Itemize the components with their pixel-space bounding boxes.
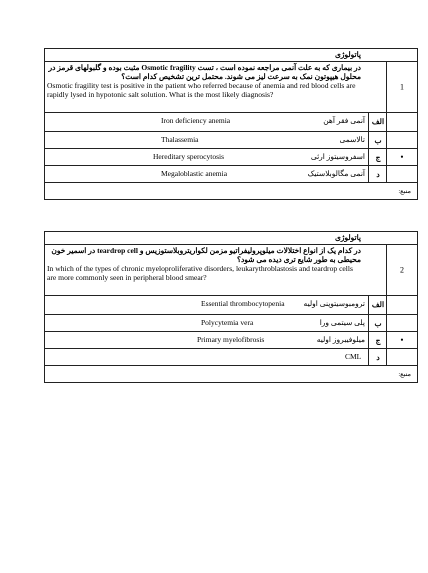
question-text-en: In which of the types of chronic myeloproliferative disorders, leukarythroblastosis and teardrop cells are more commonly seen in peripheral blood smear? bbox=[47, 264, 353, 282]
option-text-fa: آنمی مگالوبلاستیک bbox=[307, 169, 365, 178]
answer-marker bbox=[386, 113, 417, 131]
option-letter: الف bbox=[368, 296, 387, 314]
option-letter: ب bbox=[368, 132, 387, 148]
option-text-fa: آنمی فقر آهن bbox=[323, 116, 365, 125]
question-number: 2 bbox=[386, 245, 417, 295]
option-letter: الف bbox=[368, 113, 387, 131]
answer-marker: • bbox=[386, 332, 417, 348]
question-text bbox=[47, 246, 361, 282]
option-row-c[interactable] bbox=[45, 148, 417, 165]
option-text-en: Thalassemia bbox=[161, 135, 199, 144]
option-row-b[interactable] bbox=[45, 131, 417, 148]
answer-marker bbox=[386, 296, 417, 314]
option-text-fa: میلوفیبروز اولیه bbox=[316, 335, 365, 344]
answer-marker bbox=[386, 166, 417, 182]
option-letter: د bbox=[368, 349, 387, 365]
question-number: 1 bbox=[386, 62, 417, 112]
option-row-d[interactable] bbox=[45, 165, 417, 182]
question-card-1 bbox=[44, 48, 418, 200]
subject-label: پاتولوژی bbox=[335, 233, 361, 242]
option-text-en: Polycytemia vera bbox=[201, 318, 254, 327]
option-text-en: Essential thrombocytopenia bbox=[201, 299, 285, 308]
source-label: منبع: bbox=[45, 365, 417, 382]
option-text-fa: اسفروسیتوز ارثی bbox=[310, 152, 365, 161]
option-letter: ب bbox=[368, 315, 387, 331]
question-text-fa: در کدام یک از انواع اختلالات میلوپرولیفراتیو مزمن لکواریتروبلاستوزیس و teardrop cell در اسمیر خون محیطی به طور شایع تری دیده می شود؟ bbox=[51, 246, 361, 264]
question-row bbox=[45, 61, 417, 112]
option-text-fa: تالاسمی bbox=[339, 135, 365, 144]
option-row-c[interactable] bbox=[45, 331, 417, 348]
option-text-en: Iron deficiency anemia bbox=[161, 116, 231, 125]
option-text-fa: ترومبوسیتوپنی اولیه bbox=[303, 299, 365, 308]
option-row-a[interactable] bbox=[45, 295, 417, 314]
option-row-b[interactable] bbox=[45, 314, 417, 331]
answer-marker: • bbox=[386, 149, 417, 165]
option-text-en: Megaloblastic anemia bbox=[161, 169, 228, 178]
option-letter: ج bbox=[368, 332, 387, 348]
question-text-en: Osmotic fragility test is positive in the patient who referred because of anemia and red blood cells are rapidly lysed in hypotonic salt solution. What is the most likely diagnosis? bbox=[47, 81, 356, 99]
option-row-a[interactable] bbox=[45, 112, 417, 131]
option-letter: د bbox=[368, 166, 387, 182]
option-text-en: Hereditary sperocytosis bbox=[153, 152, 225, 161]
option-row-d[interactable] bbox=[45, 348, 417, 365]
option-text-fa: پلی سیتمی ورا bbox=[319, 318, 365, 327]
answer-marker bbox=[386, 132, 417, 148]
question-text bbox=[47, 63, 361, 99]
subject-label: پاتولوژی bbox=[335, 50, 361, 59]
option-text-en: Primary myelofibrosis bbox=[197, 335, 265, 344]
question-text-fa: در بیماری که به علت آنمی مراجعه نموده است ، تست Osmotic fragility مثبت بوده و گلبولهای قرمز در محلول هیپوتون نمک به سرعت لیز می شوند. محتمل ترین تشخیص کدام است؟ bbox=[48, 63, 361, 81]
option-text-en: CML bbox=[345, 352, 362, 361]
answer-marker bbox=[386, 315, 417, 331]
answer-marker bbox=[386, 349, 417, 365]
question-row bbox=[45, 244, 417, 295]
question-card-2 bbox=[44, 231, 418, 383]
option-letter: ج bbox=[368, 149, 387, 165]
source-label: منبع: bbox=[45, 182, 417, 199]
